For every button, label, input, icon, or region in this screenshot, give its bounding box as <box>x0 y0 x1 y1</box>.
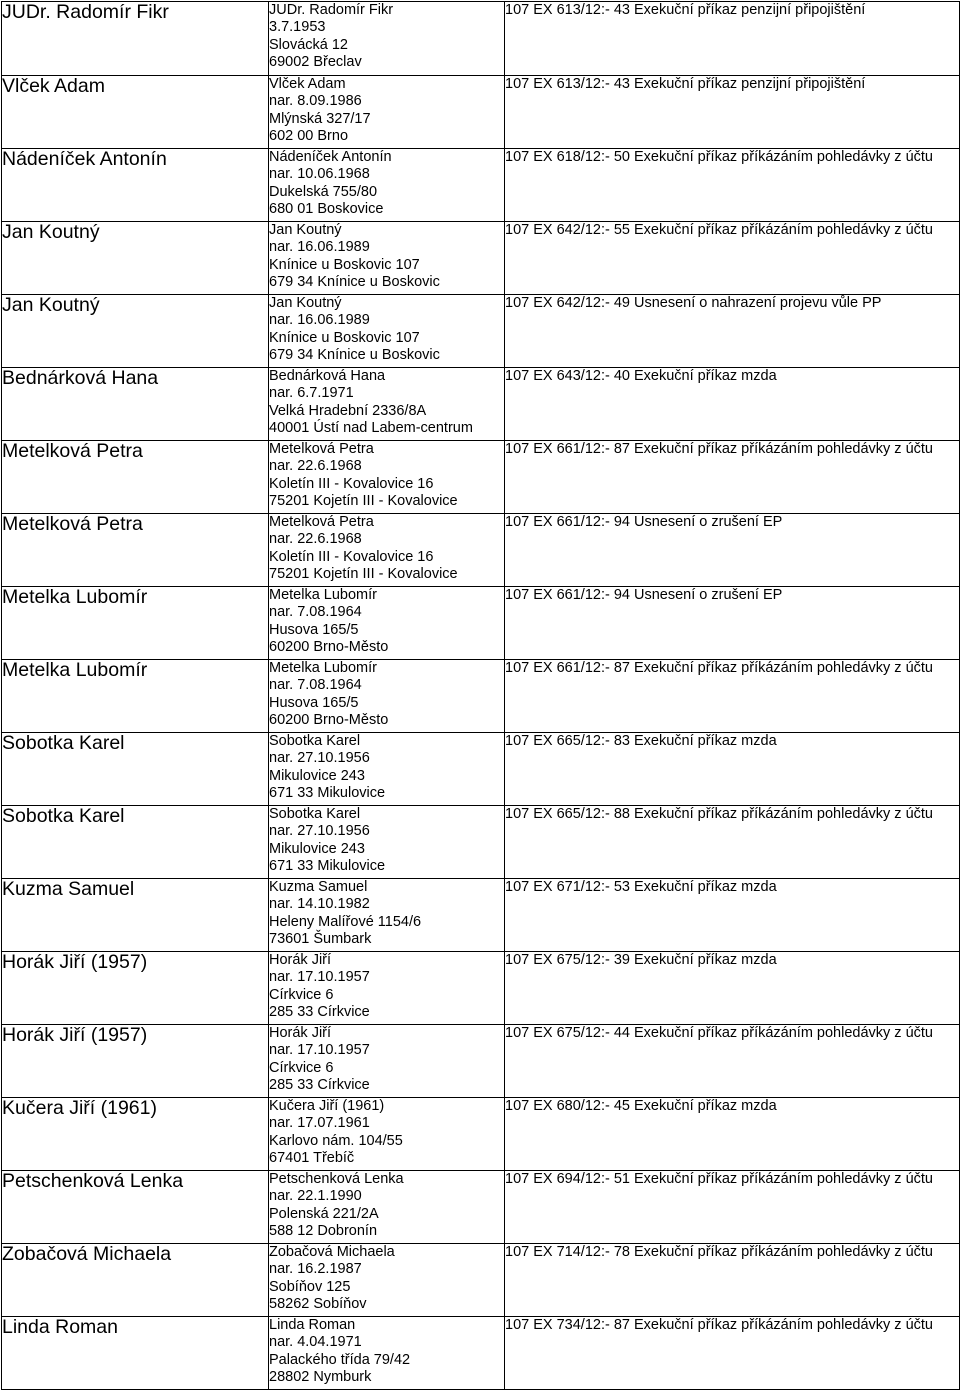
case-description-cell: 107 EX 675/12:- 44 Exekuční příkaz příkázáním pohledávky z účtu <box>505 1025 960 1098</box>
case-description-cell: 107 EX 675/12:- 39 Exekuční příkaz mzda <box>505 952 960 1025</box>
case-description-cell: 107 EX 680/12:- 45 Exekuční příkaz mzda <box>505 1098 960 1171</box>
address-line: nar. 16.06.1989 <box>269 312 370 329</box>
address-line: 679 34 Knínice u Boskovic <box>269 347 440 364</box>
case-description-cell: 107 EX 642/12:- 49 Usnesení o nahrazení projevu vůle PP <box>505 295 960 368</box>
address-line: Kučera Jiří (1961) <box>269 1098 385 1114</box>
person-name-cell: Jan Koutný <box>2 295 269 368</box>
address-line: Sobotka Karel <box>269 806 361 822</box>
address-line: nar. 22.1.1990 <box>269 1188 362 1205</box>
address-line: Velká Hradební 2336/8A <box>269 402 427 419</box>
person-name-cell: Horák Jiří (1957) <box>2 952 269 1025</box>
table-row <box>2 1025 960 1098</box>
address-line: Kuzma Samuel <box>269 879 368 895</box>
person-name-cell: Petschenková Lenka <box>2 1171 269 1244</box>
address-line: JUDr. Radomír Fikr <box>269 2 394 18</box>
person-name-cell: Kuzma Samuel <box>2 879 269 952</box>
address-cell <box>269 1025 505 1098</box>
address-cell <box>269 2 505 76</box>
table-row <box>2 660 960 733</box>
address-line: 73601 Šumbark <box>269 931 372 948</box>
address-line: 28802 Nymburk <box>269 1369 372 1386</box>
address-line: Sobotka Karel <box>269 733 361 749</box>
address-line: 67401 Třebíč <box>269 1150 355 1167</box>
case-description-cell: 107 EX 661/12:- 87 Exekuční příkaz příkázáním pohledávky z účtu <box>505 441 960 514</box>
address-cell <box>269 1098 505 1171</box>
person-name-cell: Nádeníček Antonín <box>2 149 269 222</box>
address-line: 40001 Ústí nad Labem-centrum <box>269 420 473 437</box>
table-row <box>2 587 960 660</box>
person-name-cell: Jan Koutný <box>2 222 269 295</box>
address-line: Bednárková Hana <box>269 368 386 384</box>
address-line: nar. 4.04.1971 <box>269 1334 362 1351</box>
table-row <box>2 2 960 76</box>
address-line: nar. 22.6.1968 <box>269 458 362 475</box>
address-line: 602 00 Brno <box>269 128 349 145</box>
address-line: nar. 7.08.1964 <box>269 604 362 621</box>
address-line: nar. 16.06.1989 <box>269 239 370 256</box>
case-description-cell: 107 EX 661/12:- 94 Usnesení o zrušení EP <box>505 587 960 660</box>
address-line: Karlovo nám. 104/55 <box>269 1132 403 1149</box>
table-row <box>2 1244 960 1317</box>
person-name-cell: Metelková Petra <box>2 441 269 514</box>
address-line: 60200 Brno-Město <box>269 639 389 656</box>
records-body <box>2 2 960 1390</box>
case-description-cell: 107 EX 661/12:- 94 Usnesení o zrušení EP <box>505 514 960 587</box>
address-line: 75201 Kojetín III - Kovalovice <box>269 566 458 583</box>
address-line: 679 34 Knínice u Boskovic <box>269 274 440 291</box>
address-cell <box>269 149 505 222</box>
address-cell <box>269 660 505 733</box>
address-line: 671 33 Mikulovice <box>269 785 386 802</box>
address-line: Nádeníček Antonín <box>269 149 392 165</box>
case-description-cell: 107 EX 661/12:- 87 Exekuční příkaz příkázáním pohledávky z účtu <box>505 660 960 733</box>
address-line: 285 33 Církvice <box>269 1004 370 1021</box>
address-line: 680 01 Boskovice <box>269 201 384 218</box>
address-cell <box>269 1317 505 1390</box>
case-description-cell: 107 EX 618/12:- 50 Exekuční příkaz příkázáním pohledávky z účtu <box>505 149 960 222</box>
address-line: 75201 Kojetín III - Kovalovice <box>269 493 458 510</box>
address-line: 58262 Sobíňov <box>269 1296 367 1313</box>
address-cell <box>269 514 505 587</box>
address-line: Jan Koutný <box>269 222 342 238</box>
case-description-cell: 107 EX 665/12:- 88 Exekuční příkaz příkázáním pohledávky z účtu <box>505 806 960 879</box>
table-row <box>2 952 960 1025</box>
table-row <box>2 733 960 806</box>
address-line: Metelková Petra <box>269 441 374 457</box>
table-row <box>2 1098 960 1171</box>
table-row <box>2 514 960 587</box>
person-name-cell: Metelka Lubomír <box>2 587 269 660</box>
address-cell <box>269 295 505 368</box>
address-line: Církvice 6 <box>269 986 334 1003</box>
address-line: Církvice 6 <box>269 1059 334 1076</box>
address-line: nar. 6.7.1971 <box>269 385 354 402</box>
address-line: Knínice u Boskovic 107 <box>269 329 420 346</box>
person-name-cell: Vlček Adam <box>2 76 269 149</box>
address-line: Linda Roman <box>269 1317 356 1333</box>
address-cell <box>269 222 505 295</box>
case-description-cell: 107 EX 671/12:- 53 Exekuční příkaz mzda <box>505 879 960 952</box>
case-description-cell: 107 EX 665/12:- 83 Exekuční příkaz mzda <box>505 733 960 806</box>
address-line: Knínice u Boskovic 107 <box>269 256 420 273</box>
address-cell <box>269 733 505 806</box>
address-line: Sobíňov 125 <box>269 1278 351 1295</box>
case-description-cell: 107 EX 714/12:- 78 Exekuční příkaz příkázáním pohledávky z účtu <box>505 1244 960 1317</box>
address-line: nar. 10.06.1968 <box>269 166 370 183</box>
case-description-cell: 107 EX 734/12:- 87 Exekuční příkaz příkázáním pohledávky z účtu <box>505 1317 960 1390</box>
person-name-cell: Sobotka Karel <box>2 733 269 806</box>
person-name-cell: Bednárková Hana <box>2 368 269 441</box>
person-name-cell: Metelková Petra <box>2 514 269 587</box>
address-line: Zobačová Michaela <box>269 1244 395 1260</box>
address-line: Horák Jiří <box>269 1025 332 1041</box>
table-row <box>2 149 960 222</box>
address-line: Dukelská 755/80 <box>269 183 378 200</box>
address-line: nar. 16.2.1987 <box>269 1261 362 1278</box>
address-line: nar. 14.10.1982 <box>269 896 370 913</box>
table-row <box>2 222 960 295</box>
address-line: Jan Koutný <box>269 295 342 311</box>
address-line: nar. 8.09.1986 <box>269 93 362 110</box>
address-line: 69002 Břeclav <box>269 54 362 71</box>
address-line: nar. 27.10.1956 <box>269 750 370 767</box>
case-description-cell: 107 EX 694/12:- 51 Exekuční příkaz příkázáním pohledávky z účtu <box>505 1171 960 1244</box>
address-line: Heleny Malířové 1154/6 <box>269 913 422 930</box>
address-line: Mikulovice 243 <box>269 767 365 784</box>
address-line: 671 33 Mikulovice <box>269 858 386 875</box>
person-name-cell: Metelka Lubomír <box>2 660 269 733</box>
address-cell <box>269 76 505 149</box>
address-line: nar. 7.08.1964 <box>269 677 362 694</box>
address-line: Metelka Lubomír <box>269 587 377 603</box>
address-line: Mlýnská 327/17 <box>269 110 371 127</box>
address-line: nar. 27.10.1956 <box>269 823 370 840</box>
address-cell <box>269 952 505 1025</box>
person-name-cell: Horák Jiří (1957) <box>2 1025 269 1098</box>
person-name-cell: Linda Roman <box>2 1317 269 1390</box>
address-line: Koletín III - Kovalovice 16 <box>269 548 434 565</box>
address-line: Husova 165/5 <box>269 694 359 711</box>
address-cell <box>269 879 505 952</box>
table-row <box>2 295 960 368</box>
address-line: Mikulovice 243 <box>269 840 365 857</box>
address-line: Palackého třída 79/42 <box>269 1351 411 1368</box>
person-name-cell: JUDr. Radomír Fikr <box>2 2 269 76</box>
address-cell <box>269 368 505 441</box>
person-name-cell: Zobačová Michaela <box>2 1244 269 1317</box>
address-line: 3.7.1953 <box>269 19 326 36</box>
table-row <box>2 368 960 441</box>
table-row <box>2 441 960 514</box>
case-description-cell: 107 EX 643/12:- 40 Exekuční příkaz mzda <box>505 368 960 441</box>
address-line: Metelka Lubomír <box>269 660 377 676</box>
table-row <box>2 1317 960 1390</box>
address-line: Slovácká 12 <box>269 36 348 53</box>
address-line: Husova 165/5 <box>269 621 359 638</box>
address-line: Vlček Adam <box>269 76 346 92</box>
address-line: Petschenková Lenka <box>269 1171 404 1187</box>
address-cell <box>269 1244 505 1317</box>
address-cell <box>269 587 505 660</box>
address-line: 285 33 Církvice <box>269 1077 370 1094</box>
address-line: Polenská 221/2A <box>269 1205 379 1222</box>
table-row <box>2 76 960 149</box>
case-description-cell: 107 EX 642/12:- 55 Exekuční příkaz příkázáním pohledávky z účtu <box>505 222 960 295</box>
table-row <box>2 1171 960 1244</box>
table-row <box>2 806 960 879</box>
person-name-cell: Sobotka Karel <box>2 806 269 879</box>
address-line: 60200 Brno-Město <box>269 712 389 729</box>
person-name-cell: Kučera Jiří (1961) <box>2 1098 269 1171</box>
address-line: 588 12 Dobronín <box>269 1223 378 1240</box>
address-cell <box>269 806 505 879</box>
address-line: Horák Jiří <box>269 952 332 968</box>
address-line: nar. 17.10.1957 <box>269 1042 370 1059</box>
case-description-cell: 107 EX 613/12:- 43 Exekuční příkaz penzijní připojištění <box>505 76 960 149</box>
table-row <box>2 879 960 952</box>
address-cell <box>269 441 505 514</box>
address-line: nar. 17.07.1961 <box>269 1115 370 1132</box>
address-cell <box>269 1171 505 1244</box>
address-line: nar. 17.10.1957 <box>269 969 370 986</box>
records-table <box>1 1 960 1390</box>
address-line: nar. 22.6.1968 <box>269 531 362 548</box>
address-line: Koletín III - Kovalovice 16 <box>269 475 434 492</box>
case-description-cell: 107 EX 613/12:- 43 Exekuční příkaz penzijní připojištění <box>505 2 960 76</box>
address-line: Metelková Petra <box>269 514 374 530</box>
